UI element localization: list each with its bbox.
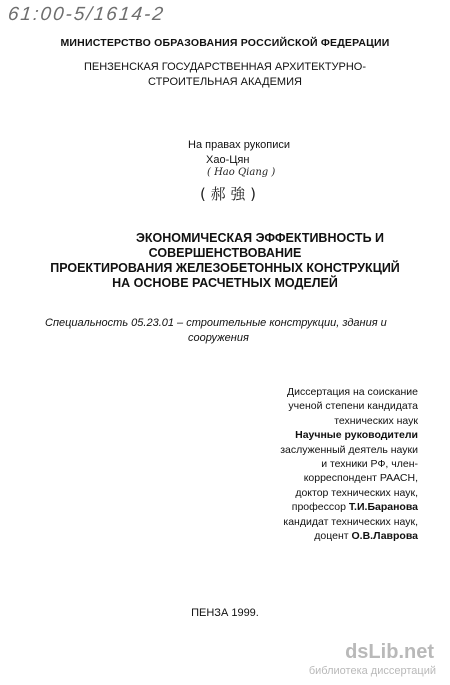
specialty-line-1: Специальность 05.23.01 – строительные конструкции, здания и <box>45 317 387 329</box>
supervisor-1-name: Т.И.Баранова <box>348 501 418 514</box>
watermark-logo-main: dsLib <box>345 641 399 663</box>
supervisor-1 <box>280 500 418 514</box>
supervisor-2-title: доцент <box>314 530 349 543</box>
supervisors-heading: Научные руководители <box>295 429 418 442</box>
title-line-4: НА ОСНОВЕ РАСЧЕТНЫХ МОДЕЛЕЙ <box>112 276 338 290</box>
title-line-2: СОВЕРШЕНСТВОВАНИЕ <box>148 246 302 260</box>
academy-heading <box>0 60 450 90</box>
academy-line-2: СТРОИТЕЛЬНАЯ АКАДЕМИЯ <box>148 76 302 88</box>
dissertation-info <box>280 385 418 543</box>
diss-line-8: доктор технических наук, <box>295 486 418 499</box>
watermark-logo <box>345 641 434 664</box>
watermark-subtitle: библиотека диссертаций <box>308 665 436 677</box>
diss-line-10: кандидат технических наук, <box>283 515 418 528</box>
author-latin-handwritten: ( Hao Qiang ) <box>207 167 276 178</box>
diss-line-3: технических наук <box>334 414 418 427</box>
supervisor-2 <box>280 529 418 543</box>
archive-stamp: 61:00-5/1614-2 <box>6 4 167 25</box>
city-year: ПЕНЗА 1999. <box>191 607 259 619</box>
ministry-heading: МИНИСТЕРСТВО ОБРАЗОВАНИЯ РОССИЙСКОЙ ФЕДЕРАЦИИ <box>60 37 390 49</box>
manuscript-note: На правах рукописи <box>188 139 290 151</box>
author-name: Хао-Цян <box>206 154 250 166</box>
author-hanzi-handwritten: ( 郝 強 ) <box>200 185 257 203</box>
title-line-3: ПРОЕКТИРОВАНИЯ ЖЕЛЕЗОБЕТОННЫХ КОНСТРУКЦИЙ <box>50 261 400 275</box>
academy-line-1: ПЕНЗЕНСКАЯ ГОСУДАРСТВЕННАЯ АРХИТЕКТУРНО- <box>83 61 367 73</box>
watermark-logo-tld: .net <box>398 641 434 663</box>
diss-line-2: ученой степени кандидата <box>288 400 418 413</box>
specialty-block <box>45 316 415 346</box>
specialty-line-2: сооружения <box>188 332 249 344</box>
title-line-1: ЭКОНОМИЧЕСКАЯ ЭФФЕКТИВНОСТЬ И <box>135 231 385 245</box>
diss-line-5: заслуженный деятель науки <box>280 443 418 456</box>
dissertation-title <box>0 231 450 291</box>
diss-line-6: и техники РФ, член- <box>321 458 418 471</box>
supervisor-2-name: О.В.Лаврова <box>351 530 418 543</box>
diss-line-7: корреспондент РААСН, <box>303 472 418 485</box>
author-block <box>188 138 290 168</box>
supervisor-1-title: профессор <box>291 501 346 514</box>
diss-line-1: Диссертация на соискание <box>287 386 418 398</box>
